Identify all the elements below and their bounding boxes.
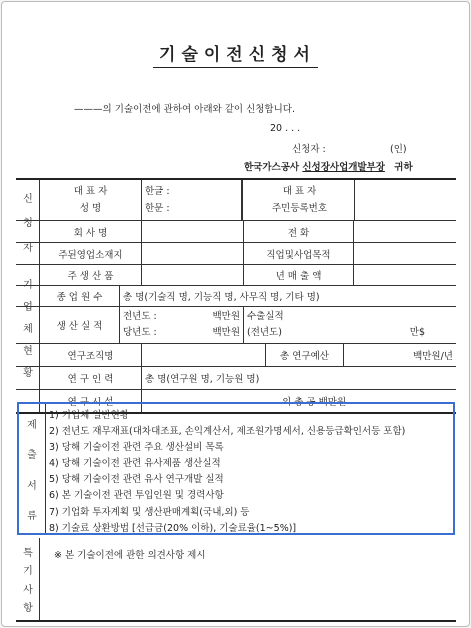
production-label: 생 산 실 적 xyxy=(40,307,120,343)
phone-label: 전 화 xyxy=(244,221,354,242)
phone-field[interactable] xyxy=(354,221,456,242)
side-char: 신 xyxy=(23,193,33,205)
documents-list xyxy=(19,404,453,537)
prev-year-unit: 백만원 xyxy=(212,311,240,322)
side-char: 업 xyxy=(23,301,33,313)
rd-staff-detail[interactable]: 총 명(연구원 명, 기능원 명) xyxy=(145,374,260,385)
rd-staff-row xyxy=(16,367,456,390)
side-char: 청 xyxy=(23,218,33,230)
side-char: 제 xyxy=(27,419,37,431)
side-char: 특 xyxy=(23,547,33,559)
list-item: 6) 본 기술이전 관련 투입인원 및 경력사항 xyxy=(49,490,224,502)
side-char: 류 xyxy=(27,511,37,523)
addressee-suffix: 귀하 xyxy=(394,162,413,173)
rep-label: 대 표 자 xyxy=(73,186,108,197)
total-rd-field[interactable] xyxy=(344,344,456,366)
rd-staff-label: 연 구 인 력 xyxy=(40,367,142,389)
remarks-note[interactable]: ※ 본 기술이전에 관한 의견사항 제시 xyxy=(54,550,206,561)
applicant-side-label xyxy=(17,185,39,259)
list-item: 2) 전년도 재무재표(대차대조표, 손익계산서, 제조원가명세서, 신용등급확인서등 포함) xyxy=(49,426,406,438)
applicant-seal: (인) xyxy=(390,144,407,155)
documents-side-label xyxy=(19,408,45,530)
rd-unit: 백만원/년 xyxy=(413,351,453,362)
rd-facility-detail[interactable]: 의 총 공 백만원 xyxy=(282,397,347,408)
employees-label: 종 업 원 수 xyxy=(40,286,120,306)
export-label: 수출실적 xyxy=(247,311,284,322)
hanja-name-field[interactable]: 한문 : xyxy=(145,203,170,214)
list-item: 3) 당해 기술이전 관련 주요 생산설비 목록 xyxy=(49,442,224,454)
business-label: 직업및사업목적 xyxy=(244,243,354,264)
id-number-label: 주민등록번호 xyxy=(271,203,328,214)
total-rd-label: 총 연구예산 xyxy=(266,344,344,366)
side-char: 기 xyxy=(23,566,33,578)
side-char: 현 xyxy=(23,345,33,357)
address-field[interactable] xyxy=(142,243,244,264)
company-field[interactable] xyxy=(142,221,244,242)
product-row xyxy=(16,265,456,286)
side-char: 황 xyxy=(23,367,33,379)
application-table xyxy=(16,178,456,414)
side-char: 항 xyxy=(23,603,33,615)
addressee-name: 신성장사업개발부장 xyxy=(302,162,385,173)
intro-text: ———의 기술이전에 관하여 아래와 같이 신청합니다. xyxy=(74,104,295,115)
id-number-field[interactable] xyxy=(355,180,456,220)
korean-name-field[interactable]: 한글 : xyxy=(145,186,170,197)
applicant-label: 신청자 : xyxy=(292,144,326,155)
current-year-unit: 백만원 xyxy=(212,327,240,338)
list-item: 7) 기업화 투자계획 및 생산판매계획(국내,외) 등 xyxy=(49,506,250,518)
address-row xyxy=(16,243,456,265)
current-year-label: 당년도 : xyxy=(123,327,157,338)
list-item: 8) 기술료 상환방법 [선급금(20% 이하), 기술료율(1~5%)] xyxy=(49,522,297,534)
company-side-label xyxy=(17,272,39,382)
prev-year-label: 전년도 : xyxy=(123,311,157,322)
side-char: 서 xyxy=(27,480,37,492)
list-item: 4) 당해 기술이전 관련 유사제품 생산실적 xyxy=(49,458,221,470)
business-field[interactable] xyxy=(354,243,456,264)
export-field[interactable] xyxy=(244,307,456,343)
research-org-field[interactable] xyxy=(142,344,266,366)
list-item: 5) 당해 기술이전 관련 유사 연구개발 실적 xyxy=(49,474,224,486)
main-product-label: 주 생 산 품 xyxy=(40,265,142,285)
export-prev-label: (전년도) xyxy=(247,327,282,338)
research-org-label: 연구조직명 xyxy=(40,344,142,366)
company-label: 회 사 명 xyxy=(40,221,142,242)
rd-facility-label: 연 구 시 설 xyxy=(40,390,142,412)
addressee xyxy=(244,159,413,173)
side-char: 사 xyxy=(23,584,33,596)
export-unit: 만$ xyxy=(409,327,425,338)
rep-row xyxy=(16,180,456,221)
side-char: 기 xyxy=(23,279,33,291)
production-row xyxy=(16,307,456,344)
remarks-side-label xyxy=(17,542,39,616)
annual-sales-label: 년 매 출 액 xyxy=(244,265,354,285)
form-title: 기술이전신청서 xyxy=(2,40,469,65)
name-label: 성 명 xyxy=(79,203,102,214)
side-char: 출 xyxy=(27,450,37,462)
side-char: 자 xyxy=(23,243,33,255)
production-field[interactable] xyxy=(120,307,244,343)
addressee-prefix: 한국가스공사 xyxy=(244,162,300,173)
required-documents-box xyxy=(17,402,455,535)
address-label: 주된영업소재지 xyxy=(40,243,142,264)
side-char: 체 xyxy=(23,323,33,335)
main-product-field[interactable] xyxy=(142,265,244,285)
employees-row xyxy=(16,286,456,307)
form-sheet xyxy=(1,1,470,627)
rep-label-right: 대 표 자 xyxy=(282,186,317,197)
company-row xyxy=(16,221,456,243)
date-field: 20 . . . xyxy=(270,123,301,134)
annual-sales-field[interactable] xyxy=(354,265,456,285)
research-org-row xyxy=(16,344,456,367)
list-item: 1) 기업체 일반현황 xyxy=(49,410,130,421)
employees-detail[interactable]: 총 명(기술직 명, 기능직 명, 사무직 명, 기타 명) xyxy=(123,292,320,303)
